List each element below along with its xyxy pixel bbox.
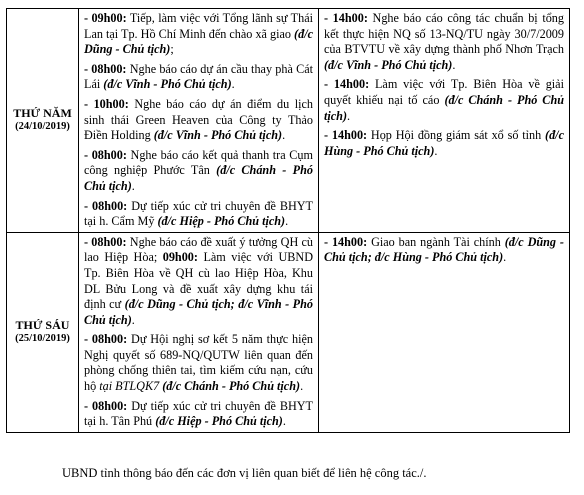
day-date: (25/10/2019) — [15, 333, 70, 345]
entry-text: Làm việc với UBND Tp. Biên Hòa về QH cù lao Hiệp Hòa, Khu DL Bửu Long và đề xuất xây dựng khu tái định cư — [84, 250, 313, 312]
entry-text: Dự tiếp xúc cử tri chuyên đề BHYT tại h. Cẩm Mỹ — [84, 198, 313, 229]
entry-person: (đ/c Dũng - Chủ tịch; đ/c Hùng - Phó Chủ tịch) — [324, 234, 564, 265]
entry-text: Nghe báo cáo đề xuất ý tưởng QH cù lao Hiệp Hòa; — [84, 234, 313, 265]
schedule-entry — [84, 11, 313, 58]
afternoon-cell — [319, 232, 570, 432]
entry-text: ; — [170, 42, 174, 57]
schedule-entry — [84, 399, 313, 430]
entry-text: . — [131, 178, 135, 193]
entry-text: . — [300, 379, 304, 394]
entry-time: - 14h00: — [324, 128, 368, 143]
day-date: (24/10/2019) — [15, 121, 70, 133]
entry-time: - 08h00: — [84, 61, 127, 76]
schedule-entry — [324, 11, 564, 73]
day-cell — [7, 9, 79, 233]
entry-text: Họp Hội đồng giám sát xổ số tỉnh — [367, 128, 546, 143]
entry-time: - 14h00: — [324, 11, 368, 25]
entry-person: (đ/c Hùng - Phó Chủ tịch) — [324, 128, 564, 158]
entry-time: - 14h00: — [324, 234, 368, 249]
entry-time: - 08h00: — [84, 398, 128, 413]
entry-person: (đ/c Hiệp - Phó Chủ tịch) — [157, 214, 286, 229]
entry-person: (đ/c Vĩnh - Phó Chủ tịch) — [324, 57, 453, 72]
entry-time: - 08h00: — [84, 198, 128, 213]
entry-text: . — [503, 250, 507, 265]
entry-time: - 08h00: — [84, 332, 128, 347]
morning-cell — [79, 9, 319, 233]
entry-text: Giao ban ngành Tài chính — [367, 234, 505, 249]
entry-text: Tiếp, làm việc với Tổng lãnh sự Thái Lan tại Tp. Hồ Chí Minh đến chào xã giao — [84, 11, 313, 41]
schedule-entry — [324, 235, 564, 266]
entry-text: . — [452, 57, 456, 72]
entry-text: . — [131, 312, 135, 327]
entry-text: Làm việc với Tp. Biên Hòa về giải quyết khiếu nại tố cáo — [324, 77, 564, 107]
schedule-entry — [324, 128, 564, 159]
footer-note: UBND tỉnh thông báo đến các đơn vị liên quan biết để liên hệ công tác./. — [62, 466, 427, 480]
schedule-entry — [84, 148, 313, 195]
entry-text: Nghe báo cáo dự án cầu thay phà Cát Lái — [84, 61, 313, 92]
entry-person: (đ/c Vĩnh - Phó Chủ tịch) — [103, 77, 232, 92]
day-cell — [7, 232, 79, 432]
schedule-entry — [84, 199, 313, 230]
schedule-entry — [84, 97, 313, 144]
entry-person: (đ/c Dũng - Chủ tịch; đ/c Vĩnh - Phó Chủ tịch) — [84, 297, 314, 327]
entry-time: - 09h00: — [84, 11, 127, 25]
entry-person: (đ/c Chánh - Phó Chủ tịch) — [84, 163, 313, 193]
entry-text: . — [282, 414, 286, 429]
entry-person: (đ/c Chánh - Phó Chủ tịch) — [324, 92, 564, 123]
entry-text: Dự tiếp xúc cử tri chuyên đề BHYT tại h. Tân Phú — [84, 398, 313, 429]
schedule-row-thursday — [7, 9, 570, 233]
entry-text: . — [347, 108, 351, 123]
schedule-entry — [324, 77, 564, 124]
entry-person: (đ/c Hiệp - Phó Chủ tịch) — [155, 414, 283, 429]
entry-person: (đ/c Chánh - Phó Chủ tịch) — [162, 379, 301, 394]
entry-time: - 08h00: — [84, 234, 127, 249]
entry-text: . — [434, 143, 438, 158]
schedule-entry — [84, 235, 313, 329]
afternoon-cell — [319, 9, 570, 233]
entry-time: - 10h00: — [84, 96, 129, 111]
schedule-table — [6, 8, 570, 433]
entry-text: . — [285, 214, 289, 229]
morning-cell — [79, 232, 319, 432]
entry-person: (đ/c Vĩnh - Phó Chủ tịch) — [153, 128, 283, 143]
day-name: THỨ NĂM — [13, 106, 72, 121]
entry-text: Nghe báo cáo kết quả thanh tra Cụm công nghiệp Phước Tân — [84, 147, 313, 178]
schedule-entry — [84, 62, 313, 93]
entry-person: (đ/c Dũng - Chủ tịch) — [84, 26, 313, 57]
schedule-entry — [84, 332, 313, 394]
entry-text: Nghe báo cáo dự án điểm du lịch sinh thái Green Heaven của Công ty Thảo Điền Holding — [84, 96, 313, 143]
entry-text: . — [231, 77, 235, 92]
entry-time: - 14h00: — [324, 77, 370, 92]
entry-time: 09h00: — [162, 250, 198, 265]
schedule-row-friday — [7, 232, 570, 432]
entry-text: Nghe báo cáo công tác chuẩn bị tổng kết thực hiện NQ số 13-NQ/TU ngày 30/7/2009 của BTVTU về xây dựng thành phố Nhơn Trạch — [324, 11, 564, 57]
day-name: THỨ SÁU — [15, 318, 70, 333]
entry-text: tại BTLQK7 — [99, 379, 160, 394]
entry-text: Dự Hội nghị sơ kết 5 năm thực hiện Nghị quyết số 689-NQ/QUTW liên quan đến phòng chống thiên tai, tìm kiếm cứu nạn, cứu hộ — [84, 332, 313, 394]
entry-time: - 08h00: — [84, 147, 127, 162]
entry-text: . — [282, 128, 286, 143]
